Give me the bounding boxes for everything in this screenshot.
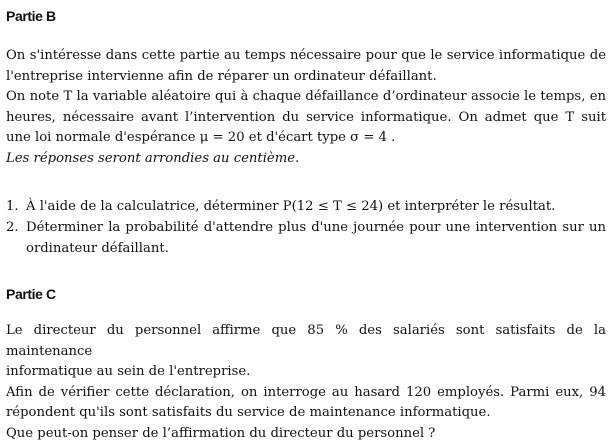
part-c-heading: Partie C [6, 284, 56, 305]
part-c-line: Le directeur du personnel affirme que 85 % des salariés sont satisfaits de la maintenance [6, 321, 606, 362]
question-number: 2. [6, 218, 26, 239]
part-c-line: Que peut-on penser de l’affirmation du directeur du personnel ? [6, 424, 606, 444]
question-text [26, 218, 606, 259]
part-c-line: informatique au sein de l'entreprise. [6, 362, 606, 383]
part-b-intro-line: On note T la variable aléatoire qui à chaque défaillance d’ordinateur associe le temps, en [6, 87, 606, 108]
question-number: 1. [6, 197, 26, 218]
part-c-line: Afin de vérifier cette déclaration, on interroge au hasard 120 employés. Parmi eux, 94 [6, 383, 606, 404]
part-b-heading: Partie B [6, 6, 56, 27]
part-c-line: répondent qu'ils sont satisfaits du service de maintenance informatique. [6, 403, 606, 424]
part-b-intro-line: heures, nécessaire avant l’intervention du service informatique. On admet que T suit [6, 108, 606, 129]
part-b-intro-line: une loi normale d'espérance μ = 20 et d'écart type σ = 4 . [6, 128, 606, 149]
rounding-note: Les réponses seront arrondies au centième. [6, 149, 606, 170]
part-c-body [6, 321, 606, 444]
question-text-line: ordinateur défaillant. [26, 239, 606, 260]
part-b-intro-line: On s'intéresse dans cette partie au temps nécessaire pour que le service informatique de [6, 46, 606, 67]
question-text: À l'aide de la calculatrice, déterminer P(12 ≤ T ≤ 24) et interpréter le résultat. [26, 197, 606, 218]
question-text-line: Déterminer la probabilité d'attendre plus d'une journée pour une intervention sur un [26, 218, 606, 239]
part-b-intro [6, 46, 606, 169]
part-b-intro-line: l'entreprise intervienne afin de réparer un ordinateur défaillant. [6, 67, 606, 88]
